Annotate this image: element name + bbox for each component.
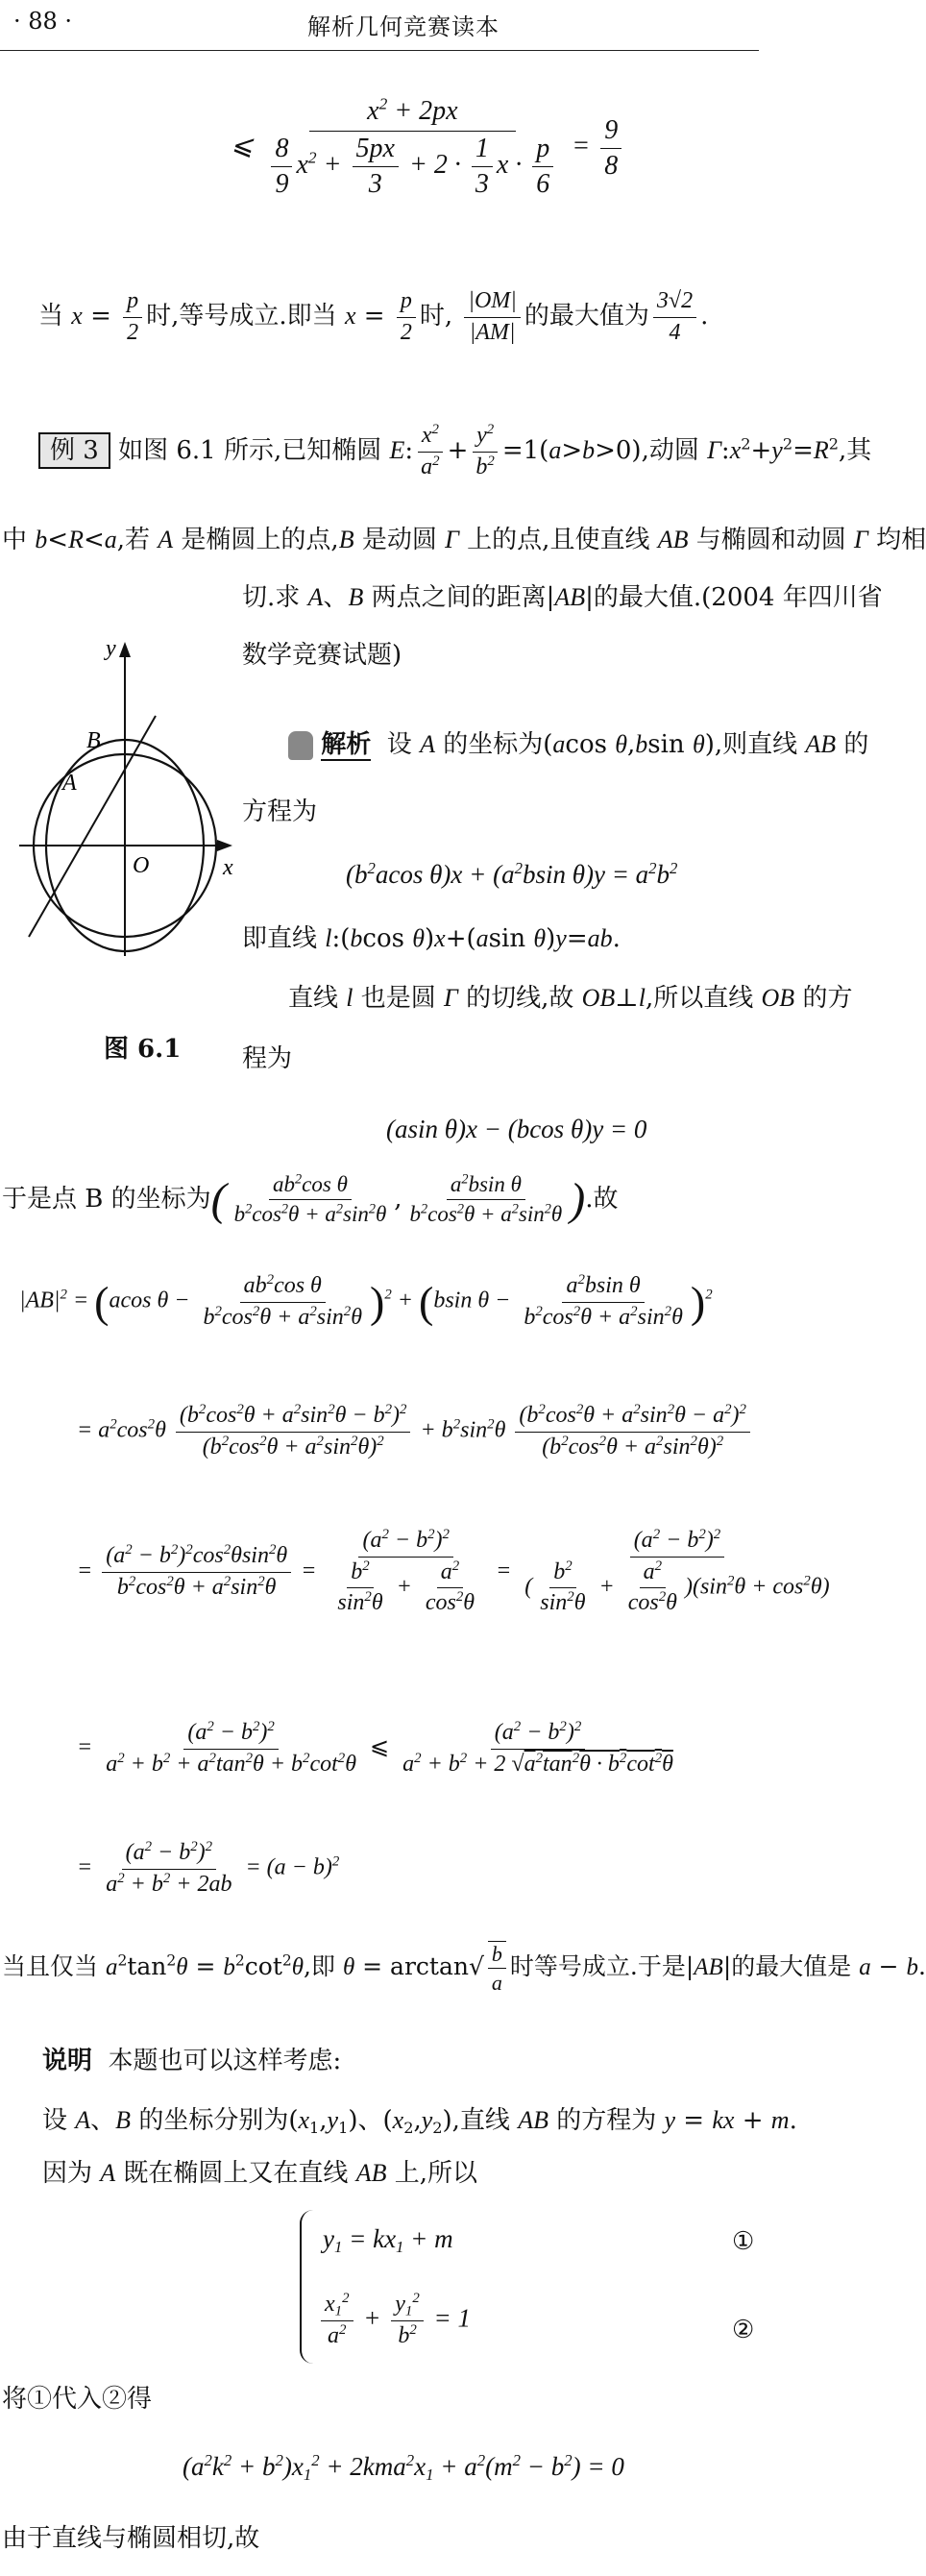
derivation-line-2: = $a^2\cos^2\theta$ $\frac{(b^2\cos^2\theta + a^2\sin^2\theta - b^2)^2}{(b^2\cos^2\theta + a^2\sin^2\theta)^2}$ + $b^2\sin^2\theta$ $\frac{(b^2\cos^2\theta + a^2\sin^2\theta - a^2)^2}{(b^2\cos^2\theta + a^2\sin^2\theta)^2}$ [77,1403,754,1460]
derivation-line-3: = $\frac{(a^2 - b^2)^2\cos^2\theta\sin^2\theta}{b^2\cos^2\theta + a^2\sin^2\theta}$ = $(a^2 - b^2)^2$ $\frac{b^2}{\sin^2\theta}$ + $\frac{a^2}{\cos^2\theta}$ = $(a^2 - b^2)^2$ ( $\frac{b^2}{\sin^2\theta}$ + $\frac{a^2}{\cos^2\theta}$ )$(\sin^2\theta + \cos^2\theta)$ [77,1527,830,1616]
remark-line-1: 说明 本题也可以这样考虑: [42,2047,342,2075]
label-x: x [223,855,233,880]
solution-label: 解析 [321,730,372,759]
label-a: A [62,771,77,796]
equality-line: 当 x = $\frac{p}{2}$ 时,等号成立.即当 x = $\frac{p}{2}$ 时, $\frac{|OM|}{|AM|}$ 的最大值为 $\frac{3√2}{4}$ . [38,288,709,345]
remark-label: 说明 [42,2047,93,2075]
label-o: O [133,853,150,878]
remark-eq-3: $(a^2k^2 + b^2)x_1^2 + 2kma^2x_1 + a^2(m^2 - b^2) = 0$ [183,2450,624,2485]
thumb-icon [288,731,313,760]
derivation-line-1: $|AB|^2 = (acos$ θ − $\frac{ab^2\cos \theta}{b^2\cos^2\theta + a^2\sin^2\theta}$ )$^2$ + (bsin θ − $\frac{a^2bsin \theta}{b^2\cos^2\theta + a^2\sin^2\theta}$ )$^2$ [19,1272,713,1330]
solution-line-2: 方程为 [242,797,318,826]
solution-line-5: 程为 [242,1044,293,1073]
system-eq-1: $y_1 = kx_1 + m$ [323,2224,453,2257]
label-y: y [106,636,116,661]
example-line-4: 数学竞赛试题) [242,641,402,670]
point-b-line: 于是点 B 的坐标为( $\frac{ab^2\cos \theta}{b^2\cos^2\theta + a^2\sin^2\theta}$ , $\frac{a^2bsin \theta}{b^2\cos^2\theta + a^2\sin^2\theta}$ ).故 [2,1171,619,1227]
x-arrow-icon [217,840,232,851]
example-line-2: 中 b<R<a,若 A 是椭圆上的点,B 是动圆 Γ 上的点,且使直线 AB 与椭圆和动圆 Γ 均相 [2,526,926,554]
page-number: · 88 · [13,8,73,35]
solution-eq-1: ($b^2acos$ $\theta)x + (a^2bsin$ $\theta)y = a^2b^2$ [346,858,678,889]
equation-top: ⩽ $x^2 + 2px$ $\frac{8}{9}$ $x^2$ + $\frac{5px}{3}$ + 2 · $\frac{1}{3}$ x · $\frac{p}{6}$ = $\frac{9}{8}$ [231,96,625,201]
remark-line-4: 将①代入②得 [2,2385,153,2414]
marker-2: ② [732,2316,755,2344]
solution-line-4: 直线 l 也是圆 Γ 的切线,故 OB⊥l,所以直线 OB 的方 [288,984,853,1013]
remark-line-3: 因为 A 既在椭圆上又在直线 AB 上,所以 [42,2159,477,2188]
label-b: B [86,728,101,753]
derivation-line-5: = $\frac{(a^2 - b^2)^2}{a^2 + b^2 + 2ab}$ = $(a - b)^2$ [77,1839,340,1897]
example-line-1: 例 3 如图 6.1 所示,已知椭圆 E: $\frac{x^2}{a^2}$ + $\frac{y^2}{b^2}$ =1(a>b>0),动圆 $\Gamma:x^2+y^2=R^2$,其 [38,423,871,480]
remark-line-2: 设 A、B 的坐标分别为$(x_1,y_1)$、$(x_2,y_2)$,直线 AB 的方程为 y = kx + m. [42,2106,797,2137]
derivation-line-4: = $\frac{(a^2 - b^2)^2}{a^2 + b^2 + a^2\tan^2\theta + b^2\cot^2\theta}$ ⩽ $\frac{(a^2 - b^2)^2}{a^2 + b^2 + 2 √a^2\tan^2\theta \cdot b^2\cot^2\theta}$ [77,1719,673,1777]
y-arrow-icon [119,642,131,657]
conclusion-line: 当且仅当 $a^2\tan^2\theta = b^2\cot^2\theta$,即 θ = arctan√ $\frac{b}{a}$ 时等号成立.于是|AB|的最大值是 a − b. [2,1942,926,1996]
solution-eq-2: (asin θ)x − (bcos θ)y = 0 [386,1115,647,1143]
system-brace [300,2210,315,2364]
example-label: 例 3 [38,432,110,469]
running-title: 解析几何竞赛读本 [307,13,500,40]
solution-line-3: 即直线 l:(bcos θ)x+(asin θ)y=ab. [242,924,621,953]
system-eq-2: $\frac{x_1^2}{a^2}$ + $\frac{y_1^2}{b^2}$ = 1 [317,2292,471,2349]
figure-6-1 [10,634,240,990]
example-line-3: 切.求 A、B 两点之间的距离|AB|的最大值.(2004 年四川省 [242,583,883,612]
figure-caption: 图 6.1 [104,1035,182,1064]
solution-line-1: 解析 设 A 的坐标为(acos θ,bsin θ),则直线 AB 的 [288,728,868,761]
page-header [0,0,759,51]
marker-1: ① [732,2227,755,2256]
remark-line-5: 由于直线与椭圆相切,故 [2,2524,260,2553]
